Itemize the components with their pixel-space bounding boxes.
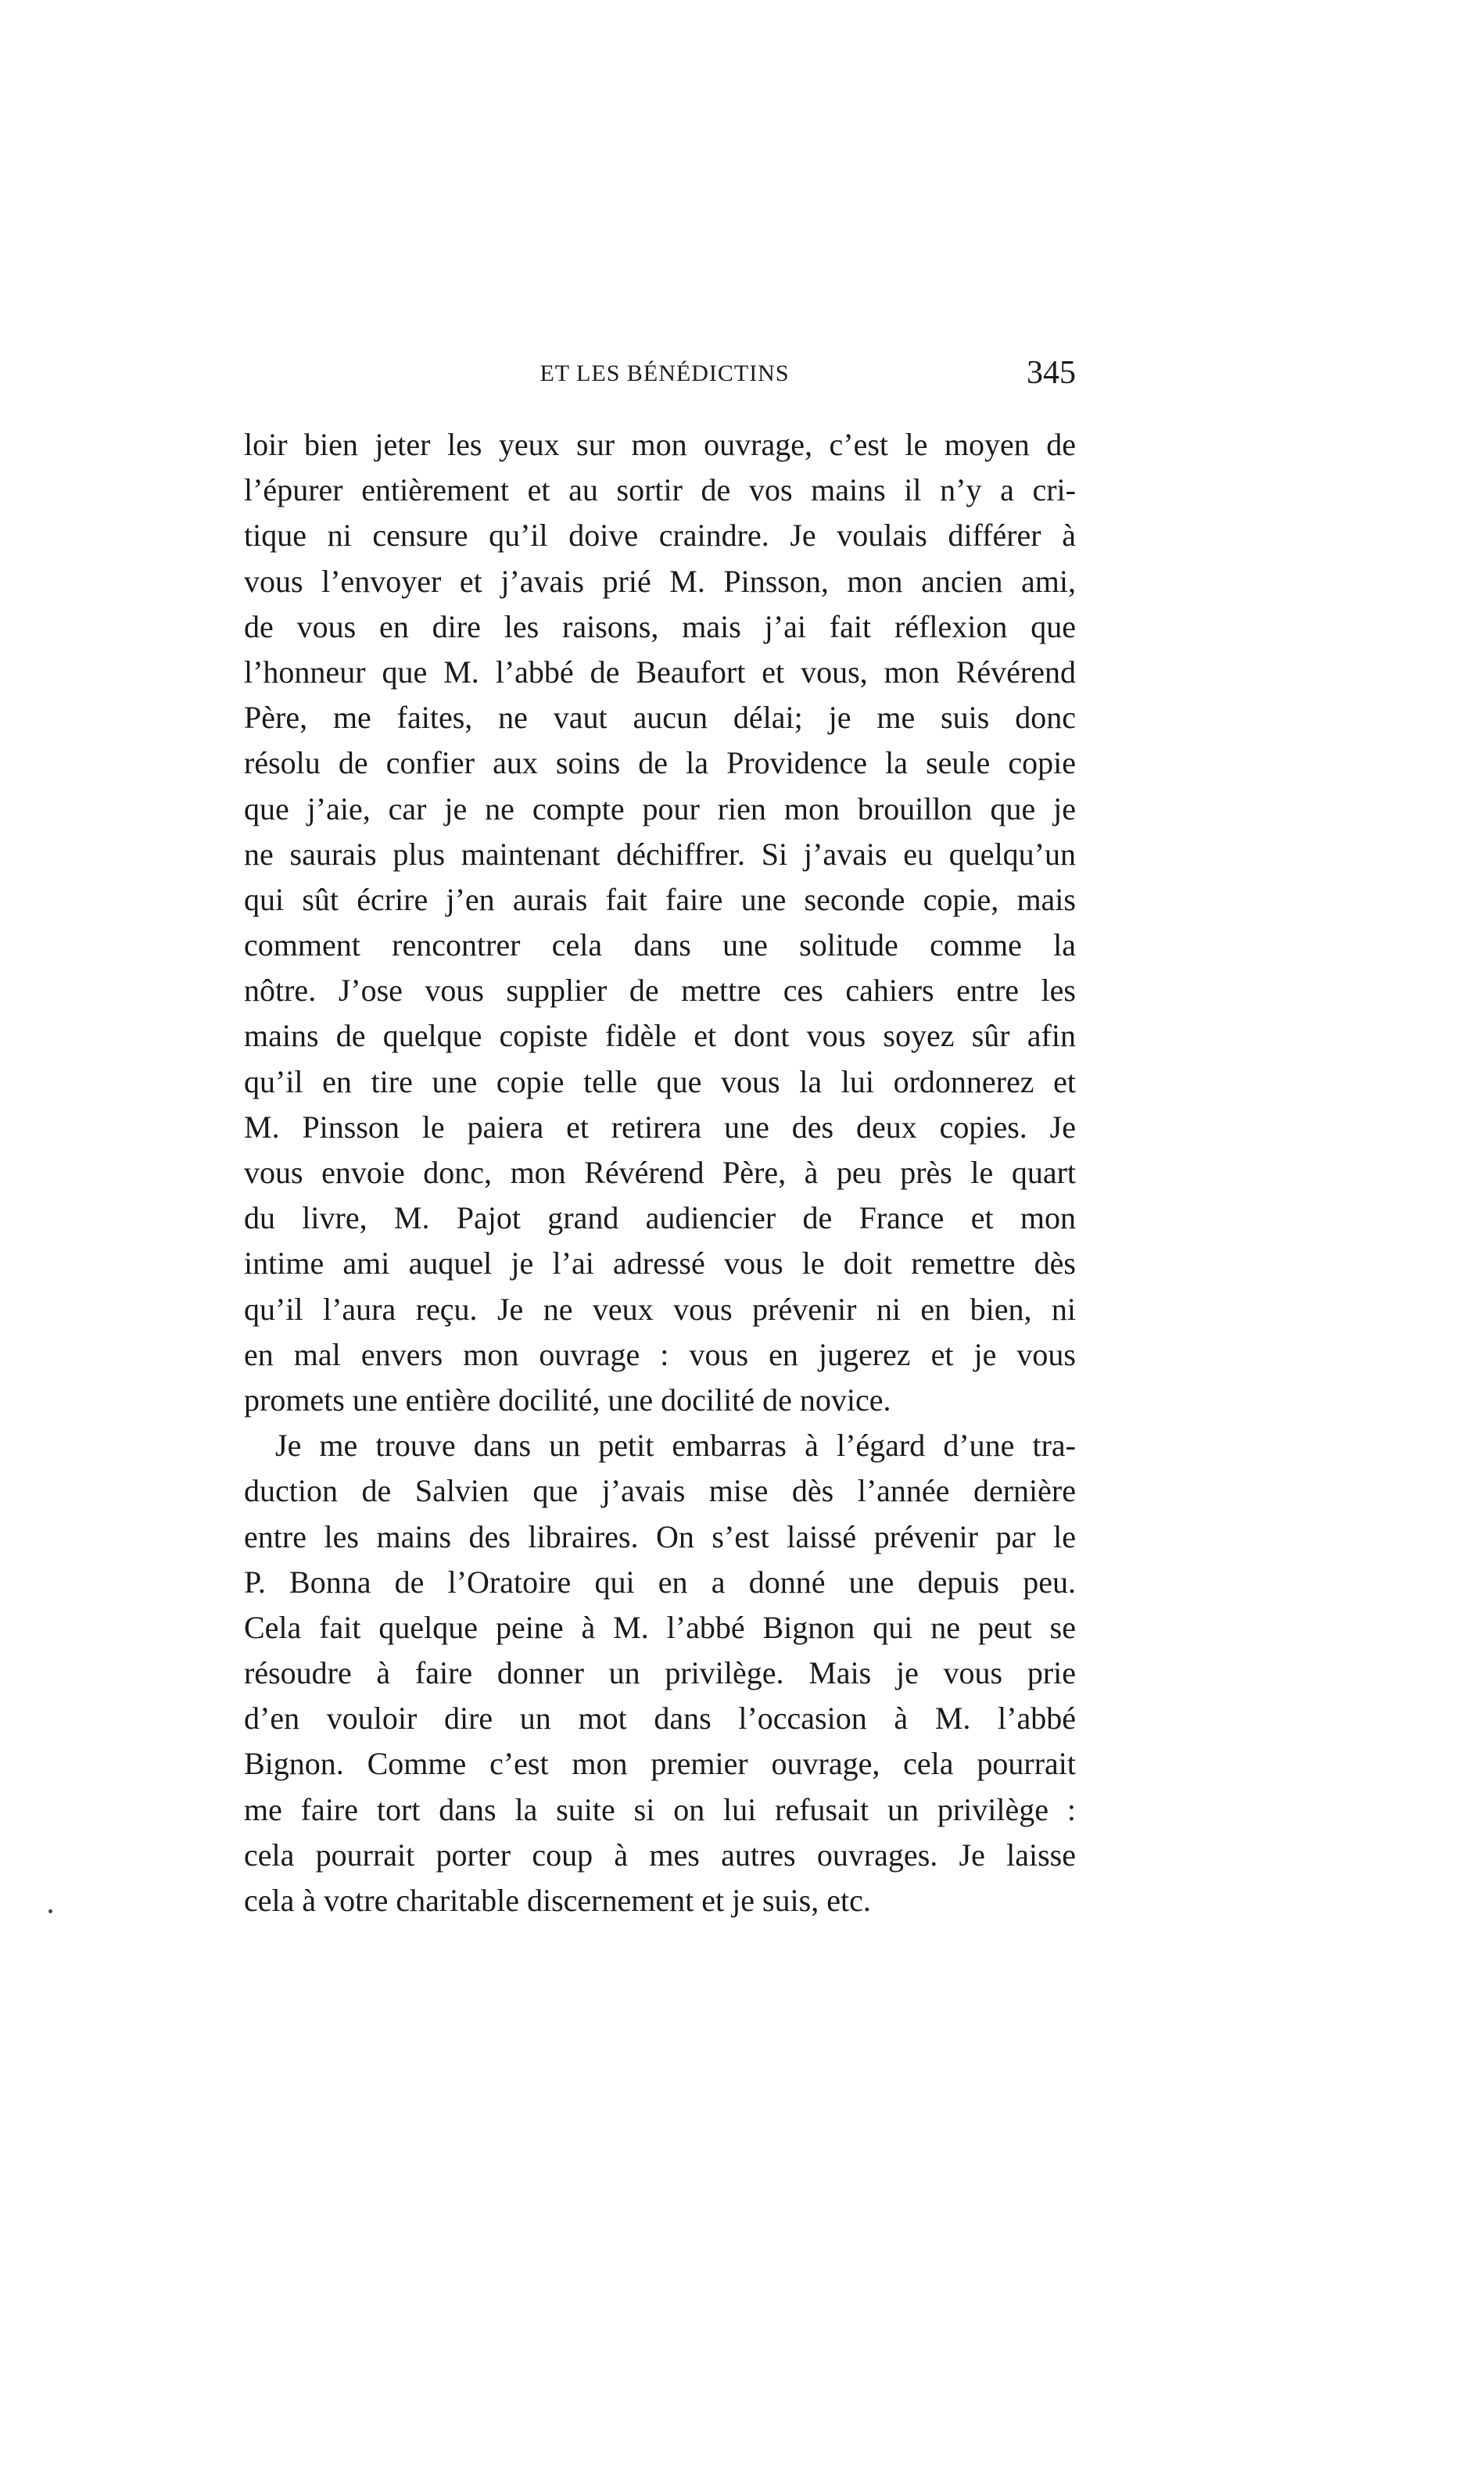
- text-line: Cela fait quelque peine à M. l’abbé Bignon qui ne peut se: [244, 1609, 1076, 1645]
- text-line: vous envoie donc, mon Révérend Père, à peu près le quart: [244, 1155, 1076, 1190]
- text-line: tique ni censure qu’il doive craindre. Je voulais différer à: [244, 518, 1076, 554]
- text-line: comment rencontrer cela dans une solitude comme la: [244, 927, 1076, 963]
- text-line: l’épurer entièrement et au sortir de vos mains il n’y a cri-: [244, 472, 1076, 508]
- text-line: M. Pinsson le paiera et retirera une des deux copies. Je: [244, 1109, 1076, 1145]
- text-line: ne saurais plus maintenant déchiffrer. Si j’avais eu quelqu’un: [244, 836, 1076, 872]
- text-line: Bignon. Comme c’est mon premier ouvrage, cela pourrait: [244, 1746, 1076, 1782]
- body-text: [244, 422, 1076, 1923]
- text-line: vous l’envoyer et j’avais prié M. Pinsson, mon ancien ami,: [244, 563, 1076, 599]
- text-line: qu’il en tire une copie telle que vous la lui ordonnerez et: [244, 1063, 1076, 1099]
- text-line: cela à votre charitable discernement et je suis, etc.: [244, 1883, 871, 1918]
- text-line: résoudre à faire donner un privilège. Mais je vous prie: [244, 1655, 1076, 1691]
- text-line: intime ami auquel je l’ai adressé vous le doit remettre dès: [244, 1246, 1076, 1281]
- text-line: P. Bonna de l’Oratoire qui en a donné une depuis peu.: [244, 1564, 1076, 1600]
- text-line: Père, me faites, ne vaut aucun délai; je me suis donc: [244, 700, 1076, 736]
- text-line: duction de Salvien que j’avais mise dès l’année dernière: [244, 1473, 1076, 1509]
- text-line: mains de quelque copiste fidèle et dont vous soyez sûr afin: [244, 1018, 1076, 1054]
- running-head: ET LES BÉNÉDICTINS: [539, 360, 790, 386]
- text-line: que j’aie, car je ne compte pour rien mon brouillon que je: [244, 790, 1076, 826]
- text-line: en mal envers mon ouvrage : vous en jugerez et je vous: [244, 1336, 1076, 1372]
- ink-speck: [48, 1909, 52, 1913]
- text-line: qui sût écrire j’en aurais fait faire une seconde copie, mais: [244, 881, 1076, 917]
- text-line: qu’il l’aura reçu. Je ne veux vous prévenir ni en bien, ni: [244, 1291, 1076, 1327]
- text-line: Je me trouve dans un petit embarras à l’égard d’une tra-: [275, 1428, 1076, 1464]
- text-line: l’honneur que M. l’abbé de Beaufort et vous, mon Révérend: [244, 654, 1076, 690]
- text-line: de vous en dire les raisons, mais j’ai fait réflexion que: [244, 608, 1076, 644]
- text-line: résolu de confier aux soins de la Providence la seule copie: [244, 745, 1076, 781]
- text-line: d’en vouloir dire un mot dans l’occasion à M. l’abbé: [244, 1701, 1076, 1737]
- text-line: nôtre. J’ose vous supplier de mettre ces cahiers entre les: [244, 973, 1076, 1009]
- text-line: du livre, M. Pajot grand audiencier de France et mon: [244, 1200, 1076, 1236]
- text-line: entre les mains des libraires. On s’est laissé prévenir par le: [244, 1518, 1076, 1554]
- text-line: cela pourrait porter coup à mes autres ouvrages. Je laisse: [244, 1837, 1076, 1873]
- text-line: loir bien jeter les yeux sur mon ouvrage, c’est le moyen de: [244, 427, 1076, 462]
- text-line: me faire tort dans la suite si on lui refusait un privilège :: [244, 1791, 1076, 1827]
- text-line: promets une entière docilité, une docilité de novice.: [244, 1382, 891, 1418]
- page-number: 345: [1027, 355, 1076, 391]
